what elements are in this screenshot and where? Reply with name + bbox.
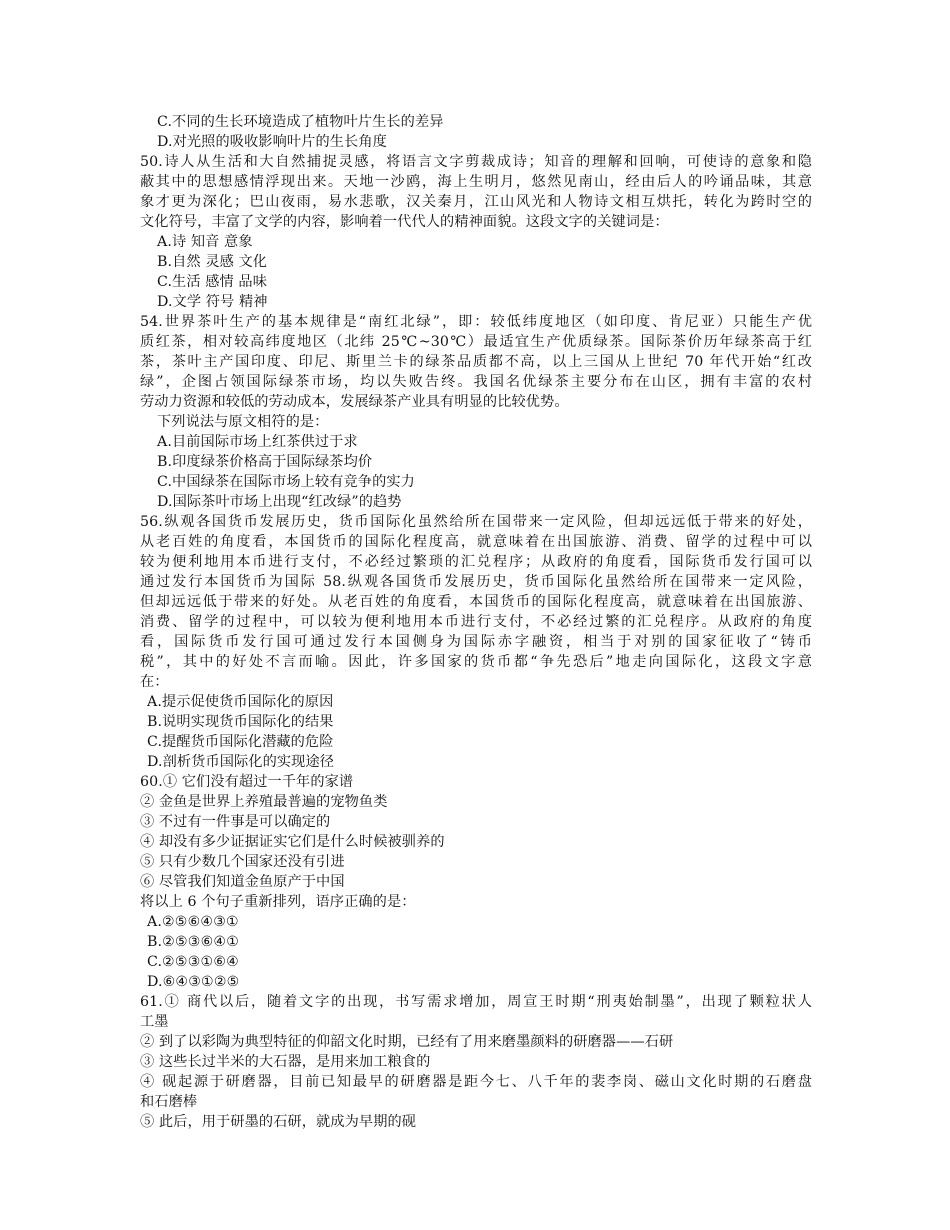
question-stem-line: 50.诗人从生活和大自然捕捉灵感，将语言文字剪裁成诗；知音的理解和回响，可使诗的意象和隐 bbox=[140, 154, 812, 170]
sentence-line: ④ 却没有多少证据证实它们是什么时候被驯养的 bbox=[140, 834, 445, 850]
option-c: C.生活 感情 品味 bbox=[157, 274, 268, 290]
question-stem-line: 在： bbox=[140, 674, 169, 690]
sentence-line: ④ 砚起源于研磨器，目前已知最早的研磨器是距今七、八千年的裴李岗、磁山文化时期的石磨盘 bbox=[140, 1074, 812, 1090]
option-d: D.对光照的吸收影响叶片的生长角度 bbox=[157, 134, 387, 150]
question-stem-line: 蔽其中的思想感情浮现出来。天地一沙鸥，海上生明月，悠然见南山，经由后人的吟诵品味，其意 bbox=[140, 174, 812, 190]
question-50 bbox=[140, 152, 812, 312]
option-b: B.自然 灵感 文化 bbox=[157, 254, 268, 270]
question-stem-line: 较为便利地用本币进行支付，不必经过繁琐的汇兑程序；从政府的角度看，国际货币发行国可以 bbox=[140, 554, 812, 570]
option-a: A.目前国际市场上红茶供过于求 bbox=[157, 434, 358, 450]
question-56 bbox=[140, 512, 812, 772]
question-prompt: 下列说法与原文相符的是： bbox=[157, 414, 329, 430]
sentence-line: ③ 这些长过半米的大石器，是用来加工粮食的 bbox=[140, 1054, 431, 1070]
question-54 bbox=[140, 312, 812, 512]
sentence-line: ⑥ 尽管我们知道金鱼原产于中国 bbox=[140, 874, 345, 890]
question-stem-line: 通过发行本国货币为国际 58.纵观各国货币发展历史，货币国际化虽然给所在国带来一定风险， bbox=[140, 574, 812, 590]
document-page bbox=[140, 112, 812, 1132]
sentence-line: ⑤ 此后，用于研墨的石研，就成为早期的砚 bbox=[140, 1114, 417, 1130]
sentence-line: ② 到了以彩陶为典型特征的仰韶文化时期，已经有了用来磨墨颜料的研磨器——石研 bbox=[140, 1034, 674, 1050]
question-stem-line: 绿”，企图占领国际绿茶市场，均以失败告终。我国名优绿茶主要分布在山区，拥有丰富的农村 bbox=[140, 374, 812, 390]
question-stem-line: 质红茶，相对较高纬度地区（北纬 25℃~30℃）最适宜生产优质绿茶。国际茶价历年绿茶高于红 bbox=[140, 334, 812, 350]
option-a: A.提示促使货币国际化的原因 bbox=[147, 694, 334, 710]
question-stem-line: 但却远远低于带来的好处。从老百姓的角度看，本国货币的国际化程度高，就意味着在出国旅游、 bbox=[140, 594, 812, 610]
question-stem-line: 税”，其中的好处不言而喻。因此，许多国家的货币都“争先恐后”地走向国际化，这段文字意 bbox=[140, 654, 812, 670]
question-stem-line: 看，国际货币发行国可通过发行本国侧身为国际赤字融资，相当于对别的国家征收了“铸币 bbox=[140, 634, 812, 650]
question-stem-line: 茶，茶叶主产国印度、印尼、斯里兰卡的绿茶品质都不高，以上三国从上世纪 70 年代开始“红改 bbox=[140, 354, 812, 370]
question-stem-line: 56.纵观各国货币发展历史，货币国际化虽然给所在国带来一定风险，但却远远低于带来的好处， bbox=[140, 514, 812, 530]
option-c: C.②⑤③①⑥④ bbox=[147, 954, 239, 970]
option-b: B.②⑤③⑥④① bbox=[147, 934, 240, 950]
question-stem-line: 文化符号，丰富了文学的内容，影响着一代代人的精神面貌。这段文字的关键词是： bbox=[140, 214, 669, 230]
option-d: D.⑥④③①②⑤ bbox=[147, 974, 240, 990]
option-a: A.诗 知音 意象 bbox=[157, 234, 253, 250]
option-d: D.剖析货币国际化的实现途径 bbox=[147, 754, 335, 770]
sentence-line: 和石磨棒 bbox=[140, 1094, 198, 1110]
question-61 bbox=[140, 992, 812, 1132]
question-60 bbox=[140, 772, 812, 992]
option-d: D.国际茶叶市场上出现“红改绿”的趋势 bbox=[157, 494, 402, 510]
question-prompt: 将以上 6 个句子重新排列，语序正确的是： bbox=[140, 894, 416, 910]
sentence-line: ③ 不过有一件事是可以确定的 bbox=[140, 814, 331, 830]
question-stem-line: 消费、留学的过程中，可以较为便利地用本币进行支付，不必经过繁的汇兑程序。从政府的角度 bbox=[140, 614, 812, 630]
option-c: C.提醒货币国际化潜藏的危险 bbox=[147, 734, 334, 750]
question-49-tail bbox=[140, 112, 812, 152]
sentence-line: ⑤ 只有少数几个国家还没有引进 bbox=[140, 854, 345, 870]
option-b: B.说明实现货币国际化的结果 bbox=[147, 714, 334, 730]
option-b: B.印度绿茶价格高于国际绿茶均价 bbox=[157, 454, 373, 470]
question-stem-line: 54.世界茶叶生产的基本规律是“南红北绿”，即：较低纬度地区（如印度、肯尼亚）只能生产优 bbox=[140, 314, 812, 330]
option-a: A.②⑤⑥④③① bbox=[147, 914, 239, 930]
option-d: D.文学 符号 精神 bbox=[157, 294, 268, 310]
sentence-line: ② 金鱼是世界上养殖最普遍的宠物鱼类 bbox=[140, 794, 388, 810]
sentence-line: 60.① 它们没有超过一千年的家谱 bbox=[140, 774, 354, 790]
question-stem-line: 劳动力资源和较低的劳动成本，发展绿茶产业具有明显的比较优势。 bbox=[140, 394, 569, 410]
question-stem-line: 从老百姓的角度看，本国货币的国际化程度高，就意味着在出国旅游、消费、留学的过程中可以 bbox=[140, 534, 812, 550]
option-c: C.中国绿茶在国际市场上较有竞争的实力 bbox=[157, 474, 415, 490]
sentence-line: 61.① 商代以后，随着文字的出现，书写需求增加，周宣王时期“刑夷始制墨”，出现了颗粒状人 bbox=[140, 994, 812, 1010]
option-c: C.不同的生长环境造成了植物叶片生长的差异 bbox=[157, 114, 444, 130]
question-stem-line: 象才更为深化；巴山夜雨，易水悲歌，汉关秦月，江山风光和人物诗文相互烘托，转化为跨时空的 bbox=[140, 194, 812, 210]
sentence-line: 工墨 bbox=[140, 1014, 169, 1030]
